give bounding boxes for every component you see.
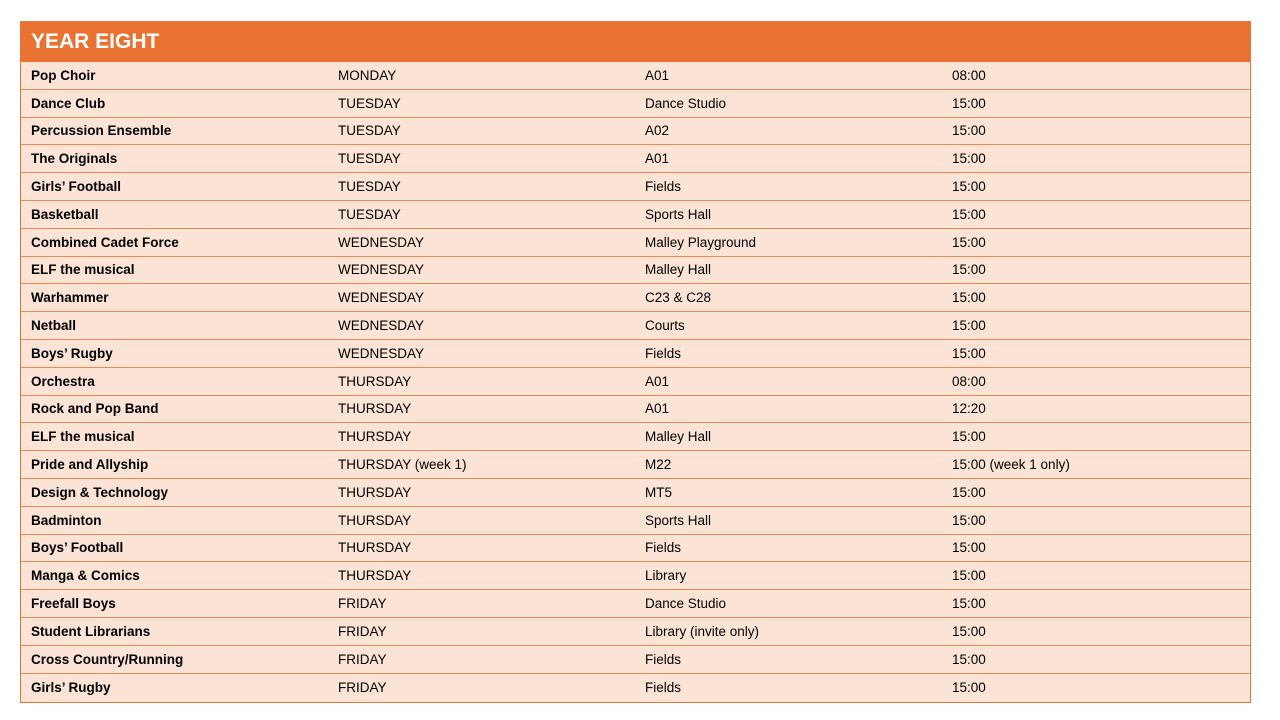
table-row: [21, 645, 1250, 673]
timetable: [20, 21, 1251, 703]
location-cell: Sports Hall: [635, 200, 942, 228]
time-cell: 15:00: [942, 200, 1250, 228]
time-cell: 15:00: [942, 673, 1250, 702]
activity-cell: The Originals: [21, 145, 328, 173]
day-cell: TUESDAY: [328, 117, 635, 145]
activity-cell: Badminton: [21, 506, 328, 534]
time-cell: 15:00: [942, 256, 1250, 284]
page-title: YEAR EIGHT: [21, 22, 1250, 62]
day-cell: MONDAY: [328, 62, 635, 89]
activity-cell: Pop Choir: [21, 62, 328, 89]
day-cell: THURSDAY (week 1): [328, 451, 635, 479]
day-cell: TUESDAY: [328, 200, 635, 228]
location-cell: MT5: [635, 478, 942, 506]
location-cell: Courts: [635, 312, 942, 340]
time-cell: 15:00: [942, 339, 1250, 367]
day-cell: FRIDAY: [328, 645, 635, 673]
day-cell: THURSDAY: [328, 423, 635, 451]
day-cell: TUESDAY: [328, 145, 635, 173]
day-cell: THURSDAY: [328, 562, 635, 590]
time-cell: 15:00 (week 1 only): [942, 451, 1250, 479]
location-cell: Malley Hall: [635, 423, 942, 451]
time-cell: 15:00: [942, 645, 1250, 673]
day-cell: FRIDAY: [328, 590, 635, 618]
time-cell: 15:00: [942, 478, 1250, 506]
table-row: [21, 200, 1250, 228]
day-cell: WEDNESDAY: [328, 228, 635, 256]
location-cell: Dance Studio: [635, 590, 942, 618]
table-row: [21, 312, 1250, 340]
activity-cell: Rock and Pop Band: [21, 395, 328, 423]
table-row: [21, 339, 1250, 367]
day-cell: WEDNESDAY: [328, 284, 635, 312]
time-cell: 15:00: [942, 173, 1250, 201]
table-row: [21, 228, 1250, 256]
location-cell: Fields: [635, 645, 942, 673]
location-cell: Library (invite only): [635, 617, 942, 645]
table-row: [21, 590, 1250, 618]
location-cell: A01: [635, 145, 942, 173]
location-cell: Malley Hall: [635, 256, 942, 284]
activity-cell: Basketball: [21, 200, 328, 228]
table-row: [21, 284, 1250, 312]
time-cell: 15:00: [942, 284, 1250, 312]
day-cell: TUESDAY: [328, 173, 635, 201]
day-cell: WEDNESDAY: [328, 312, 635, 340]
table-row: [21, 423, 1250, 451]
activity-cell: Cross Country/Running: [21, 645, 328, 673]
activity-cell: Design & Technology: [21, 478, 328, 506]
day-cell: THURSDAY: [328, 534, 635, 562]
time-cell: 08:00: [942, 367, 1250, 395]
time-cell: 12:20: [942, 395, 1250, 423]
day-cell: FRIDAY: [328, 673, 635, 702]
table-row: [21, 256, 1250, 284]
time-cell: 15:00: [942, 312, 1250, 340]
day-cell: WEDNESDAY: [328, 339, 635, 367]
day-cell: THURSDAY: [328, 478, 635, 506]
location-cell: M22: [635, 451, 942, 479]
location-cell: A01: [635, 367, 942, 395]
table-row: [21, 478, 1250, 506]
table-row: [21, 145, 1250, 173]
table-row: [21, 173, 1250, 201]
location-cell: Fields: [635, 673, 942, 702]
time-cell: 15:00: [942, 562, 1250, 590]
activity-cell: Boys’ Rugby: [21, 339, 328, 367]
location-cell: Dance Studio: [635, 89, 942, 117]
time-cell: 15:00: [942, 423, 1250, 451]
time-cell: 15:00: [942, 89, 1250, 117]
day-cell: FRIDAY: [328, 617, 635, 645]
activity-cell: Netball: [21, 312, 328, 340]
location-cell: Fields: [635, 339, 942, 367]
location-cell: A01: [635, 395, 942, 423]
day-cell: THURSDAY: [328, 506, 635, 534]
location-cell: Malley Playground: [635, 228, 942, 256]
activity-cell: Boys’ Football: [21, 534, 328, 562]
time-cell: 15:00: [942, 506, 1250, 534]
activity-cell: ELF the musical: [21, 423, 328, 451]
table-row: [21, 562, 1250, 590]
time-cell: 15:00: [942, 117, 1250, 145]
activity-cell: Freefall Boys: [21, 590, 328, 618]
activity-cell: Percussion Ensemble: [21, 117, 328, 145]
activity-cell: Manga & Comics: [21, 562, 328, 590]
activity-cell: Combined Cadet Force: [21, 228, 328, 256]
day-cell: TUESDAY: [328, 89, 635, 117]
table-row: [21, 117, 1250, 145]
time-cell: 15:00: [942, 145, 1250, 173]
location-cell: Library: [635, 562, 942, 590]
location-cell: A01: [635, 62, 942, 89]
time-cell: 15:00: [942, 590, 1250, 618]
activity-cell: ELF the musical: [21, 256, 328, 284]
location-cell: A02: [635, 117, 942, 145]
activity-cell: Pride and Allyship: [21, 451, 328, 479]
table-row: [21, 617, 1250, 645]
activity-cell: Student Librarians: [21, 617, 328, 645]
table-row: [21, 534, 1250, 562]
location-cell: Fields: [635, 534, 942, 562]
time-cell: 15:00: [942, 228, 1250, 256]
table-row: [21, 62, 1250, 89]
time-cell: 15:00: [942, 534, 1250, 562]
location-cell: Fields: [635, 173, 942, 201]
table-row: [21, 673, 1250, 702]
table-row: [21, 89, 1250, 117]
activities-table: [21, 62, 1250, 702]
activity-cell: Dance Club: [21, 89, 328, 117]
time-cell: 08:00: [942, 62, 1250, 89]
activity-cell: Girls’ Football: [21, 173, 328, 201]
table-row: [21, 395, 1250, 423]
time-cell: 15:00: [942, 617, 1250, 645]
activity-cell: Orchestra: [21, 367, 328, 395]
activity-cell: Girls’ Rugby: [21, 673, 328, 702]
location-cell: Sports Hall: [635, 506, 942, 534]
table-row: [21, 506, 1250, 534]
table-row: [21, 367, 1250, 395]
location-cell: C23 & C28: [635, 284, 942, 312]
activity-cell: Warhammer: [21, 284, 328, 312]
day-cell: THURSDAY: [328, 395, 635, 423]
table-row: [21, 451, 1250, 479]
day-cell: WEDNESDAY: [328, 256, 635, 284]
day-cell: THURSDAY: [328, 367, 635, 395]
